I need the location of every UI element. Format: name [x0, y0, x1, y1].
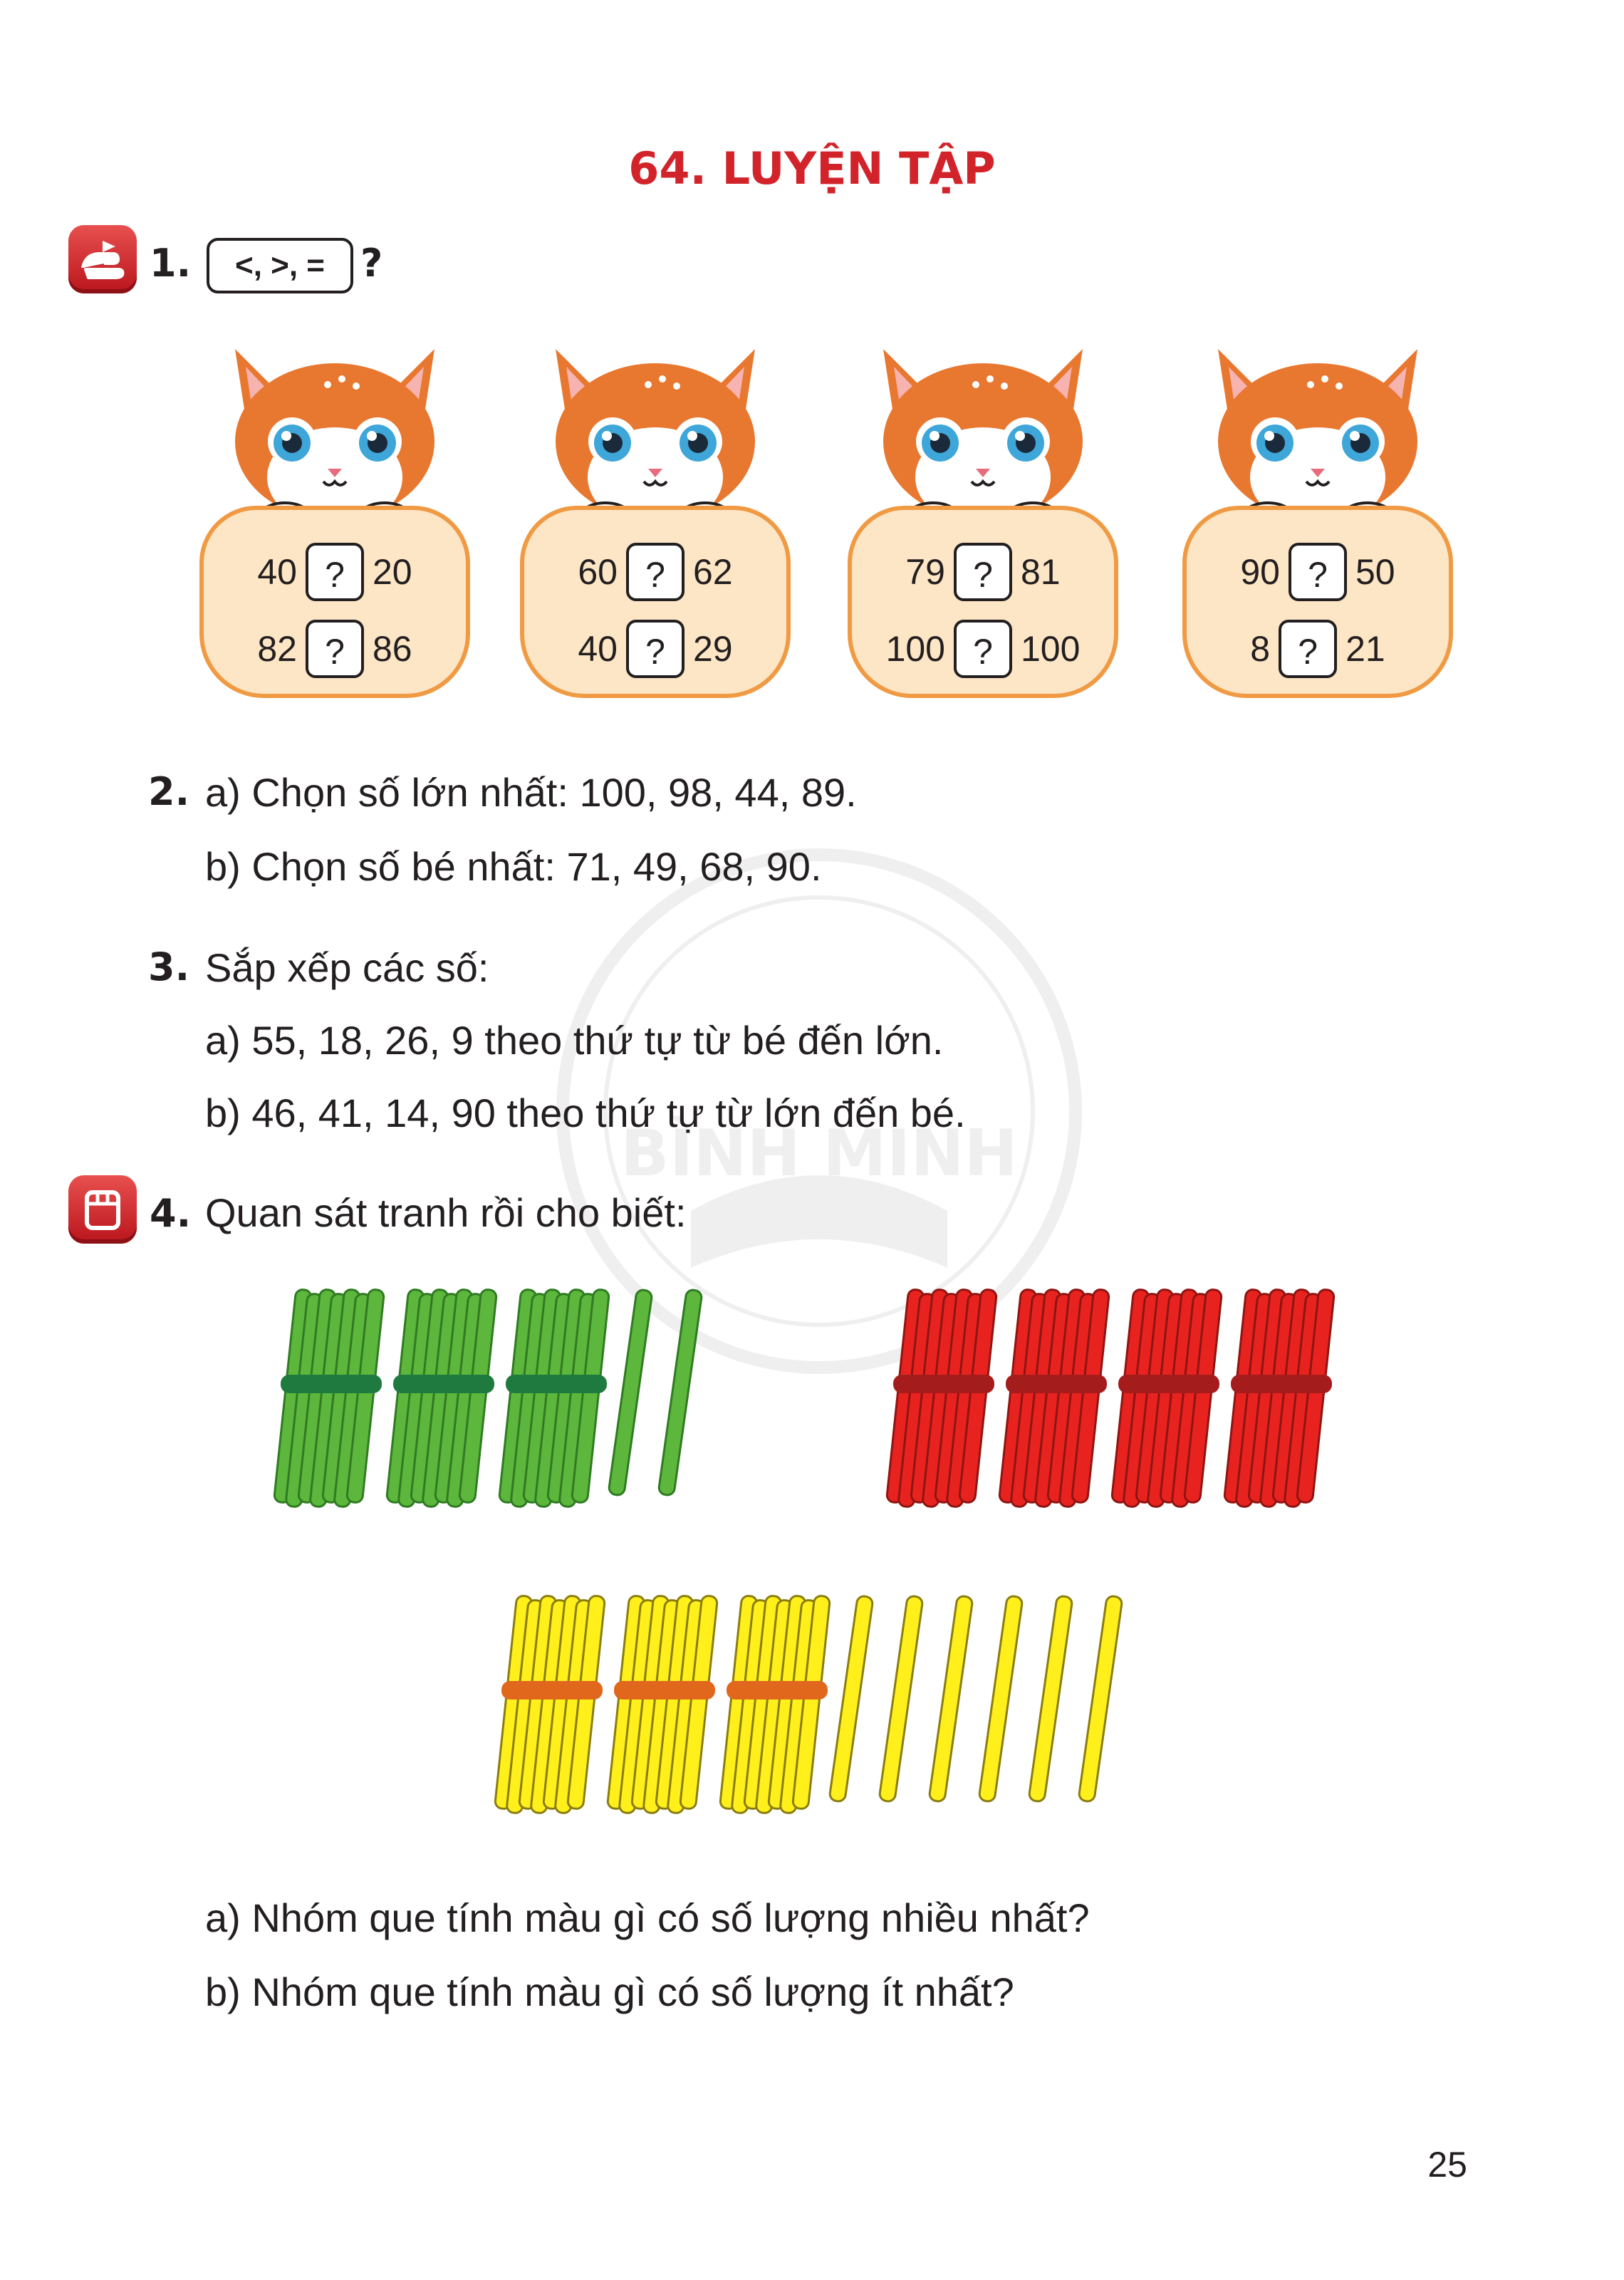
answer-box[interactable]: ? — [954, 543, 1012, 601]
rubber-band — [1006, 1375, 1107, 1393]
rubber-band — [393, 1375, 494, 1393]
answer-box[interactable]: ? — [626, 543, 685, 601]
rubber-band — [727, 1681, 828, 1699]
rubber-band — [1231, 1375, 1332, 1393]
page-title: 64. LUYỆN TẬP — [628, 142, 996, 194]
rubber-band — [1118, 1375, 1219, 1393]
yellow-sticks-group — [491, 1581, 1175, 1838]
left-number: 100 — [885, 629, 945, 669]
answer-box[interactable]: ? — [954, 620, 1012, 678]
yellow-single-stick — [879, 1596, 923, 1802]
exercise-3-number: 3. — [148, 944, 190, 989]
red-sticks-group — [883, 1275, 1339, 1531]
green-sticks-group — [271, 1275, 727, 1531]
right-number: 81 — [1021, 552, 1061, 592]
yellow-single-stick — [979, 1596, 1023, 1802]
red-bundle — [1224, 1289, 1334, 1508]
right-number: 50 — [1355, 552, 1395, 592]
left-number: 8 — [1250, 629, 1271, 669]
exercise-2a-text: a) Chọn số lớn nhất: 100, 98, 44, 89. — [205, 770, 857, 815]
comparison-row — [199, 543, 470, 601]
answer-box[interactable]: ? — [626, 620, 685, 678]
answer-box[interactable]: ? — [306, 543, 364, 601]
exercise-4b-text: b) Nhóm que tính màu gì có số lượng ít nhất? — [205, 1969, 1014, 2014]
hand-icon — [68, 225, 137, 293]
yellow-single-stick — [1029, 1596, 1073, 1802]
yellow-bundle — [607, 1596, 717, 1814]
rubber-band — [506, 1375, 607, 1393]
comparison-operators-box: <, >, = — [207, 238, 353, 293]
left-number: 60 — [578, 552, 618, 592]
rubber-band — [893, 1375, 994, 1393]
rubber-band — [614, 1681, 715, 1699]
cat-card-1 — [199, 335, 470, 705]
fist-icon — [68, 1175, 137, 1244]
left-number: 82 — [257, 629, 297, 669]
yellow-bundle — [719, 1596, 830, 1814]
exercise-3-intro: Sắp xếp các số: — [205, 945, 489, 990]
exercise-3a-text: a) 55, 18, 26, 9 theo thứ tự từ bé đến lớn. — [205, 1018, 944, 1063]
left-number: 40 — [257, 552, 297, 592]
exercise-4-badge — [68, 1175, 137, 1244]
red-bundle — [886, 1289, 996, 1508]
exercise-2b-text: b) Chọn số bé nhất: 71, 49, 68, 90. — [205, 844, 822, 889]
right-number: 29 — [693, 629, 733, 669]
yellow-bundle — [494, 1596, 605, 1814]
exercise-4-number: 4. — [150, 1191, 192, 1236]
green-single-stick — [608, 1289, 652, 1496]
comparison-row — [848, 543, 1118, 601]
exercise-2-number: 2. — [148, 769, 190, 814]
yellow-single-stick — [829, 1596, 873, 1802]
comparison-row — [848, 620, 1118, 678]
exercise-3b-text: b) 46, 41, 14, 90 theo thứ tự từ lớn đến bé. — [205, 1090, 966, 1135]
left-number: 40 — [578, 629, 618, 669]
cat-card-3 — [848, 335, 1118, 705]
exercise-4a-text: a) Nhóm que tính màu gì có số lượng nhiều nhất? — [205, 1895, 1090, 1940]
exercise-1-question-mark: ? — [360, 241, 383, 286]
green-single-stick — [658, 1289, 702, 1496]
right-number: 100 — [1021, 629, 1081, 669]
comparison-row — [199, 620, 470, 678]
answer-box[interactable]: ? — [306, 620, 364, 678]
rubber-band — [281, 1375, 382, 1393]
yellow-single-stick — [1078, 1596, 1123, 1802]
red-bundle — [999, 1289, 1109, 1508]
right-number: 86 — [373, 629, 412, 669]
right-number: 20 — [373, 552, 412, 592]
watermark-text: BÌNH MINH — [620, 1116, 1018, 1191]
right-number: 21 — [1345, 629, 1385, 669]
green-bundle — [386, 1289, 496, 1508]
comparison-row — [520, 543, 791, 601]
green-bundle — [499, 1289, 609, 1508]
cat-card-4 — [1182, 335, 1453, 705]
left-number: 90 — [1240, 552, 1280, 592]
green-bundle — [274, 1289, 384, 1508]
comparison-row — [520, 620, 791, 678]
exercise-4-intro: Quan sát tranh rồi cho biết: — [205, 1190, 687, 1235]
exercise-1-number: 1. — [150, 241, 192, 286]
comparison-row — [1182, 620, 1453, 678]
left-number: 79 — [905, 552, 945, 592]
rubber-band — [501, 1681, 603, 1699]
right-number: 62 — [693, 552, 733, 592]
red-bundle — [1111, 1289, 1222, 1508]
answer-box[interactable]: ? — [1279, 620, 1337, 678]
answer-box[interactable]: ? — [1289, 543, 1347, 601]
cat-card-2 — [520, 335, 791, 705]
comparison-row — [1182, 543, 1453, 601]
page-number: 25 — [1427, 2145, 1467, 2185]
exercise-1-badge — [68, 225, 137, 293]
yellow-single-stick — [929, 1596, 973, 1802]
